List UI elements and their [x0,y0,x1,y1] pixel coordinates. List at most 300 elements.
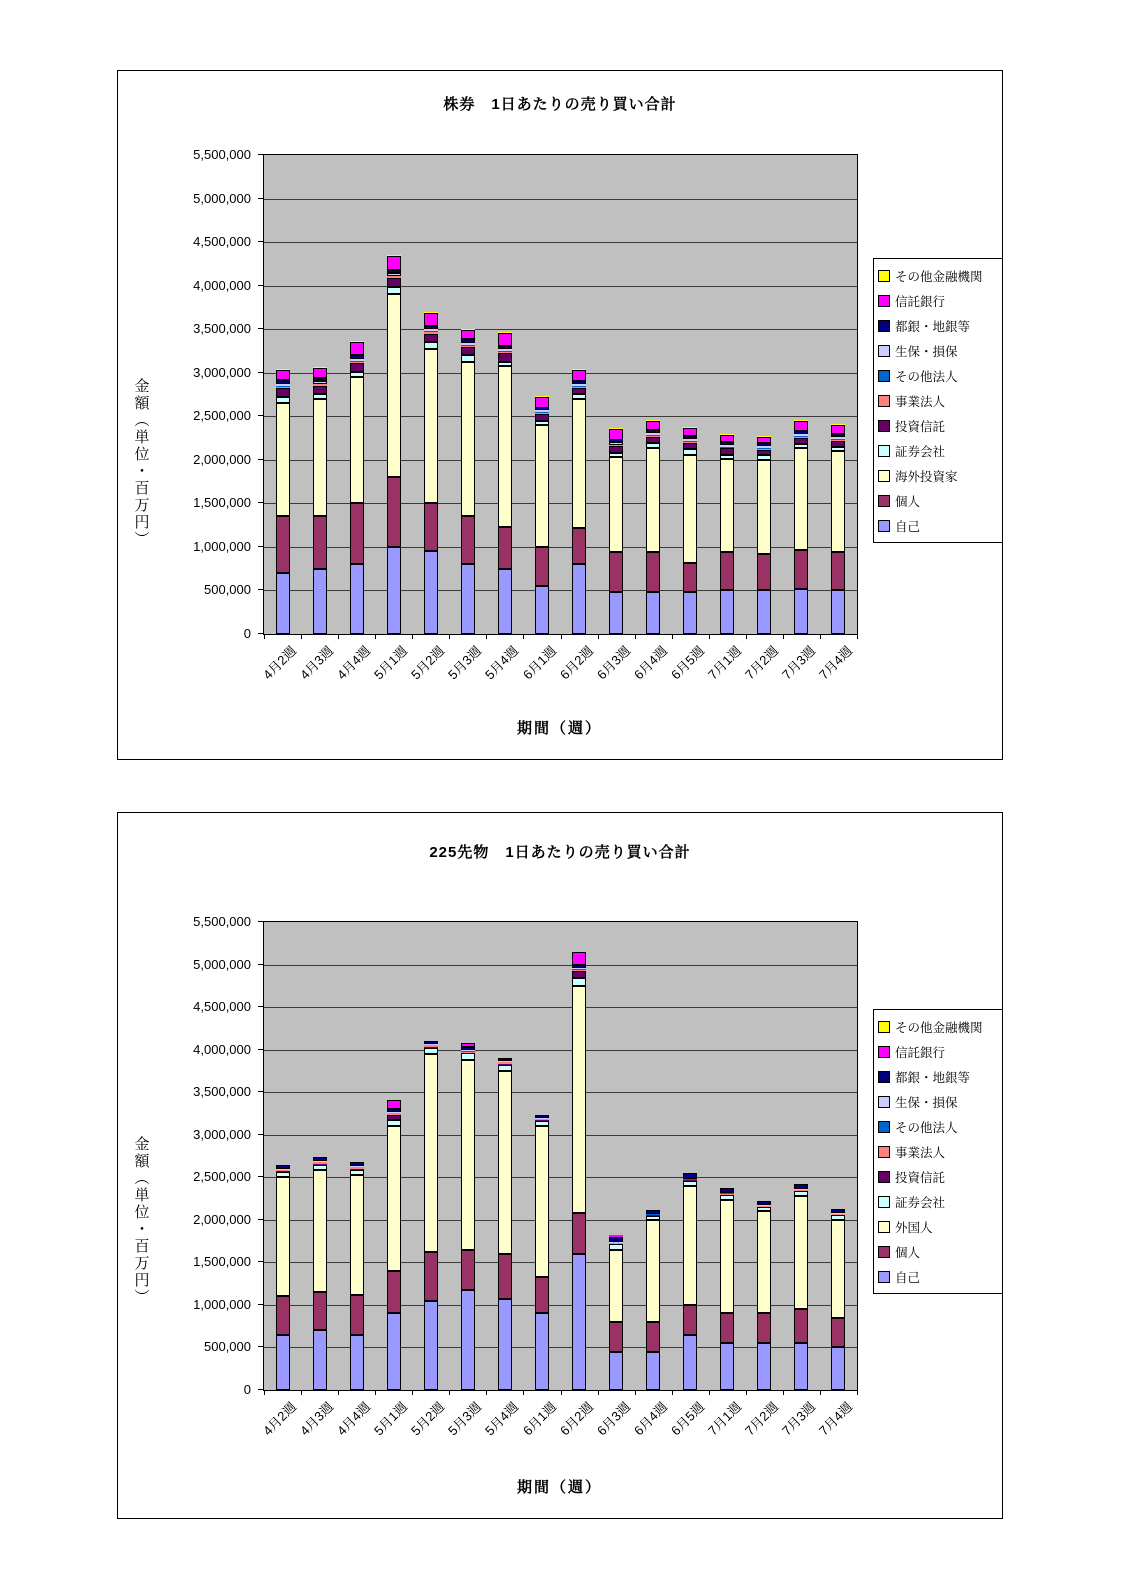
bar-segment-生保・損保 [757,446,771,448]
bar-segment-信託銀行 [387,1100,401,1109]
x-axis-tick [264,1391,265,1395]
x-tick-label: 5月3週 [445,1399,485,1439]
x-axis-tick [672,635,673,639]
bar-segment-自己 [831,590,845,634]
bar-6月2週 [572,155,586,634]
bar-segment-その他法人 [720,447,734,448]
bar-segment-生保・損保 [276,1169,290,1170]
x-tick-label: 5月1週 [371,1399,411,1439]
bar-segment-都銀・地銀等 [572,381,586,384]
x-axis-tick [820,635,821,639]
bar-segment-その他金融機関 [461,329,475,330]
bar-segment-投資信託 [461,347,475,355]
legend-item [878,463,998,488]
bar-segment-都銀・地銀等 [683,436,697,439]
legend-item [878,263,998,288]
bar-6月1週 [535,155,549,634]
y-axis-tick [258,502,263,503]
y-tick-label: 5,500,000 [193,914,251,929]
bar-segment-個人 [609,1322,623,1352]
x-axis-tick [338,635,339,639]
bar-segment-その他法人 [646,1214,660,1215]
bar-segment-都銀・地銀等 [461,1047,475,1050]
bar-segment-事業法人 [609,1243,623,1244]
bar-segment-個人 [683,563,697,592]
bar-segment-個人 [498,1254,512,1299]
plot-area [263,154,858,635]
bar-segment-証券会社 [350,372,364,377]
bar-segment-証券会社 [498,362,512,366]
legend-label: 事業法人 [895,394,946,409]
bar-segment-自己 [720,590,734,634]
legend-label: 証券会社 [895,1195,946,1210]
y-tick-label: 3,500,000 [193,321,251,336]
bar-5月1週 [387,922,401,1390]
x-axis-tick [523,635,524,639]
legend-swatch [878,1046,890,1058]
legend-swatch [878,1096,890,1108]
y-tick-label: 4,000,000 [193,1042,251,1057]
y-axis-tick [258,328,263,329]
x-tick-label: 7月4週 [815,1399,856,1439]
bar-segment-投資信託 [387,1115,401,1120]
x-tick-label: 4月2週 [260,1399,300,1439]
legend-item [878,363,998,388]
y-axis-title: 金額（単位・百万円） [132,1136,150,1306]
bar-segment-個人 [646,552,660,592]
bar-6月3週 [609,155,623,634]
bar-segment-外国人 [646,1220,660,1322]
legend-swatch [878,1221,890,1233]
bar-segment-生保・損保 [831,1213,845,1214]
bar-segment-その他法人 [461,345,475,346]
x-tick-label: 7月4週 [815,643,856,683]
y-tick-label: 2,500,000 [193,1169,251,1184]
bar-segment-個人 [757,1313,771,1343]
bar-5月1週 [387,155,401,634]
bar-segment-証券会社 [276,1172,290,1177]
x-tick-label: 5月4週 [482,643,522,683]
bar-segment-自己 [646,592,660,634]
bar-segment-事業法人 [276,1170,290,1171]
x-tick-label: 6月3週 [593,643,633,683]
bar-segment-海外投資家 [831,451,845,552]
bar-segment-その他金融機関 [572,369,586,370]
bar-segment-事業法人 [350,362,364,363]
bar-segment-個人 [424,1252,438,1301]
x-axis-tick [746,635,747,639]
bar-segment-事業法人 [646,436,660,437]
bar-segment-個人 [424,503,438,551]
bar-segment-個人 [794,1309,808,1343]
x-axis-tick [783,635,784,639]
bar-segment-証券会社 [609,1244,623,1250]
bar-segment-生保・損保 [794,1189,808,1190]
legend-swatch [878,320,890,332]
bar-segment-自己 [757,1343,771,1390]
legend [873,258,1003,543]
bar-segment-都銀・地銀等 [831,434,845,437]
legend-label: 信託銀行 [895,1045,946,1060]
bar-segment-投資信託 [313,386,327,394]
bar-segment-自己 [794,589,808,634]
legend-label: 自己 [895,519,921,534]
legend-item [878,1139,998,1164]
bar-segment-個人 [276,1296,290,1335]
legend-swatch [878,470,890,482]
bar-segment-海外投資家 [313,399,327,516]
bar-segment-海外投資家 [757,460,771,554]
bar-segment-その他金融機関 [720,434,734,435]
bar-segment-証券会社 [720,455,734,459]
bar-segment-個人 [535,547,549,586]
bar-segment-その他法人 [646,435,660,436]
bar-segment-生保・損保 [387,273,401,276]
bar-segment-投資信託 [831,441,845,447]
x-axis-tick [598,1391,599,1395]
legend-item [878,413,998,438]
legend-item [878,1039,998,1064]
bar-segment-自己 [831,1347,845,1390]
y-axis-tick [258,1006,263,1007]
bar-segment-外国人 [424,1054,438,1252]
y-axis-tick [258,1261,263,1262]
bar-segment-生保・損保 [535,410,549,412]
bar-segment-信託銀行 [683,428,697,436]
legend-label: その他法人 [895,1120,958,1135]
bar-segment-自己 [535,586,549,634]
bar-segment-その他金融機関 [831,424,845,425]
bar-segment-その他法人 [276,386,290,387]
bar-segment-外国人 [720,1200,734,1313]
bar-segment-都銀・地銀等 [535,408,549,410]
legend-label: 投資信託 [895,1170,946,1185]
bar-segment-その他法人 [683,1179,697,1180]
bar-segment-投資信託 [350,363,364,372]
y-axis-tick [258,1091,263,1092]
bar-segment-その他法人 [498,351,512,352]
legend-swatch [878,1171,890,1183]
y-axis-tick [258,198,263,199]
bar-segment-個人 [757,554,771,590]
bar-segment-その他法人 [757,448,771,449]
bar-segment-都銀・地銀等 [646,1210,660,1214]
x-axis-tick [449,1391,450,1395]
y-tick-label: 3,500,000 [193,1084,251,1099]
legend-item [878,1214,998,1239]
x-axis-tick [746,1391,747,1395]
bar-7月1週 [720,155,734,634]
bar-segment-海外投資家 [276,403,290,516]
legend-label: 事業法人 [895,1145,946,1160]
bar-segment-生保・損保 [535,1118,549,1119]
x-axis-tick [820,1391,821,1395]
legend-swatch [878,1021,890,1033]
y-axis-tick [258,1389,263,1390]
x-axis-tick [486,635,487,639]
bar-segment-事業法人 [498,352,512,353]
y-axis-tick [258,1304,263,1305]
bar-segment-証券会社 [424,1048,438,1054]
bar-segment-その他金融機関 [794,420,808,421]
legend-item [878,1014,998,1039]
bar-segment-生保・損保 [461,1050,475,1051]
bar-segment-信託銀行 [757,437,771,443]
legend [873,1009,1003,1294]
x-tick-label: 7月2週 [741,643,782,683]
bar-segment-自己 [794,1343,808,1390]
legend-swatch [878,445,890,457]
legend-item [878,488,998,513]
bar-segment-その他金融機関 [683,427,697,428]
y-tick-label: 5,500,000 [193,147,251,162]
bar-segment-投資信託 [572,388,586,394]
bar-5月2週 [424,922,438,1390]
y-axis-tick [258,1134,263,1135]
bar-segment-事業法人 [313,1162,327,1164]
bar-segment-生保・損保 [313,381,327,384]
x-tick-label: 4月3週 [297,643,337,683]
legend-swatch [878,395,890,407]
legend-item [878,388,998,413]
bar-7月4週 [831,155,845,634]
bar-segment-都銀・地銀等 [720,442,734,445]
x-axis-tick [857,635,858,639]
bar-segment-都銀・地銀等 [387,270,401,273]
bar-segment-その他金融機関 [276,369,290,370]
bar-7月3週 [794,155,808,634]
legend-swatch [878,1146,890,1158]
bar-segment-都銀・地銀等 [498,346,512,349]
bar-segment-事業法人 [757,449,771,450]
bar-segment-その他金融機関 [535,396,549,397]
x-tick-label: 7月3週 [778,643,819,683]
bar-segment-証券会社 [646,1216,660,1220]
bar-segment-個人 [461,516,475,564]
bar-segment-外国人 [683,1186,697,1305]
bar-6月5週 [683,922,697,1390]
bar-segment-投資信託 [683,1180,697,1181]
bar-segment-証券会社 [683,449,697,455]
x-tick-label: 6月2週 [556,1399,596,1439]
bar-segment-都銀・地銀等 [720,1188,734,1193]
bar-segment-個人 [683,1305,697,1335]
bar-segment-都銀・地銀等 [609,1237,623,1242]
legend-swatch [878,495,890,507]
bar-segment-生保・損保 [720,445,734,447]
bar-segment-海外投資家 [461,362,475,516]
y-tick-label: 500,000 [204,582,251,597]
bar-segment-都銀・地銀等 [387,1109,401,1112]
x-tick-label: 7月1週 [704,643,745,683]
bar-segment-事業法人 [535,413,549,414]
bar-segment-その他法人 [720,1193,734,1194]
legend-swatch [878,1071,890,1083]
bar-segment-生保・損保 [609,442,623,445]
x-axis-tick [412,635,413,639]
bar-segment-都銀・地銀等 [572,965,586,968]
legend-swatch [878,370,890,382]
bar-segment-都銀・地銀等 [350,355,364,359]
y-axis-tick [258,415,263,416]
bar-segment-事業法人 [720,1194,734,1195]
bar-segment-信託銀行 [461,1043,475,1047]
bar-6月1週 [535,922,549,1390]
bar-segment-事業法人 [461,346,475,347]
bar-segment-生保・損保 [572,968,586,969]
bar-segment-海外投資家 [683,455,697,563]
legend-label: 個人 [895,494,921,509]
bar-segment-投資信託 [609,446,623,453]
stock-chart-frame [117,70,1003,760]
bar-segment-自己 [461,564,475,634]
bar-segment-投資信託 [535,414,549,421]
legend-item [878,513,998,538]
bar-segment-生保・損保 [609,1242,623,1243]
x-axis-tick [709,635,710,639]
bar-segment-生保・損保 [424,329,438,331]
bar-segment-海外投資家 [350,377,364,503]
legend-swatch [878,1196,890,1208]
bar-segment-投資信託 [424,1047,438,1048]
bar-segment-事業法人 [276,387,290,388]
legend-item [878,1164,998,1189]
bar-segment-個人 [831,1318,845,1347]
bar-5月3週 [461,922,475,1390]
bar-segment-個人 [535,1277,549,1313]
x-axis-tick [486,1391,487,1395]
y-axis-tick [258,1049,263,1050]
legend-label: その他法人 [895,369,958,384]
x-axis-tick [672,1391,673,1395]
legend-swatch [878,1246,890,1258]
y-tick-label: 2,000,000 [193,452,251,467]
bar-segment-個人 [313,516,327,569]
bar-segment-信託銀行 [572,370,586,381]
y-tick-label: 4,500,000 [193,999,251,1014]
legend-label: 外国人 [895,1220,933,1235]
bar-segment-証券会社 [646,443,660,448]
y-tick-label: 2,000,000 [193,1212,251,1227]
bar-segment-自己 [276,1335,290,1390]
bar-segment-個人 [350,1295,364,1335]
y-axis-tick [258,546,263,547]
bar-segment-信託銀行 [461,330,475,339]
bar-segment-生保・損保 [646,433,660,435]
bar-segment-事業法人 [350,1167,364,1169]
legend-swatch [878,1271,890,1283]
y-tick-label: 3,000,000 [193,365,251,380]
bar-segment-生保・損保 [683,439,697,441]
y-tick-label: 2,500,000 [193,408,251,423]
bar-segment-海外投資家 [572,399,586,528]
legend-swatch [878,420,890,432]
bar-segment-投資信託 [424,334,438,342]
x-tick-label: 4月4週 [334,643,374,683]
bar-segment-その他金融機関 [350,341,364,342]
y-tick-label: 3,000,000 [193,1127,251,1142]
bar-7月3週 [794,922,808,1390]
bar-segment-証券会社 [387,1120,401,1126]
x-tick-label: 4月2週 [260,643,300,683]
x-tick-label: 6月5週 [667,1399,707,1439]
x-axis-tick [264,635,265,639]
bar-segment-外国人 [313,1170,327,1292]
bar-segment-海外投資家 [498,366,512,527]
bar-segment-投資信託 [683,443,697,449]
bar-segment-投資信託 [646,1215,660,1216]
futures-chart-frame [117,812,1003,1519]
bar-segment-個人 [572,528,586,564]
bar-6月5週 [683,155,697,634]
legend-label: 投資信託 [895,419,946,434]
legend-label: その他金融機関 [895,1020,983,1035]
bar-4月4週 [350,155,364,634]
bar-segment-自己 [313,569,327,634]
bar-segment-事業法人 [572,970,586,971]
y-axis-title: 金額（単位・百万円） [132,378,150,548]
x-tick-label: 5月1週 [371,643,411,683]
bar-segment-証券会社 [572,978,586,986]
x-axis-tick [857,1391,858,1395]
legend-item [878,313,998,338]
x-axis-title: 期間（週） [516,720,602,737]
bar-segment-投資信託 [757,450,771,455]
x-axis-tick [709,1391,710,1395]
bar-segment-個人 [572,1213,586,1254]
bar-segment-証券会社 [683,1181,697,1186]
bar-segment-自己 [424,551,438,634]
bar-segment-都銀・地銀等 [794,1184,808,1189]
bar-segment-信託銀行 [794,421,808,431]
bar-segment-投資信託 [276,388,290,397]
bar-segment-投資信託 [535,1120,549,1121]
bar-segment-都銀・地銀等 [313,378,327,381]
bar-segment-生保・損保 [831,437,845,439]
y-axis-tick [258,1219,263,1220]
x-tick-label: 5月2週 [408,643,448,683]
bar-segment-都銀・地銀等 [498,1058,512,1061]
y-tick-label: 0 [243,626,251,641]
legend-item [878,1064,998,1089]
x-axis-tick [301,1391,302,1395]
bar-segment-その他法人 [683,441,697,442]
bar-segment-自己 [313,1330,327,1390]
bar-segment-個人 [498,527,512,569]
bar-segment-投資信託 [498,353,512,362]
legend-item [878,1239,998,1264]
bar-segment-投資信託 [646,437,660,443]
bar-7月4週 [831,922,845,1390]
bar-segment-都銀・地銀等 [535,1115,549,1118]
bar-segment-海外投資家 [646,448,660,552]
bar-segment-証券会社 [461,355,475,362]
bar-segment-証券会社 [535,1121,549,1126]
bar-4月4週 [350,922,364,1390]
bar-segment-生保・損保 [276,384,290,386]
legend-label: 海外投資家 [895,469,958,484]
x-axis-tick [301,635,302,639]
bar-segment-自己 [646,1352,660,1390]
bar-segment-都銀・地銀等 [757,1201,771,1205]
bar-segment-証券会社 [794,1191,808,1196]
y-axis-tick [258,633,263,634]
bar-segment-都銀・地銀等 [794,431,808,434]
bar-segment-信託銀行 [313,368,327,378]
bar-segment-証券会社 [757,455,771,460]
y-tick-label: 1,000,000 [193,539,251,554]
x-tick-label: 7月2週 [741,1399,782,1439]
